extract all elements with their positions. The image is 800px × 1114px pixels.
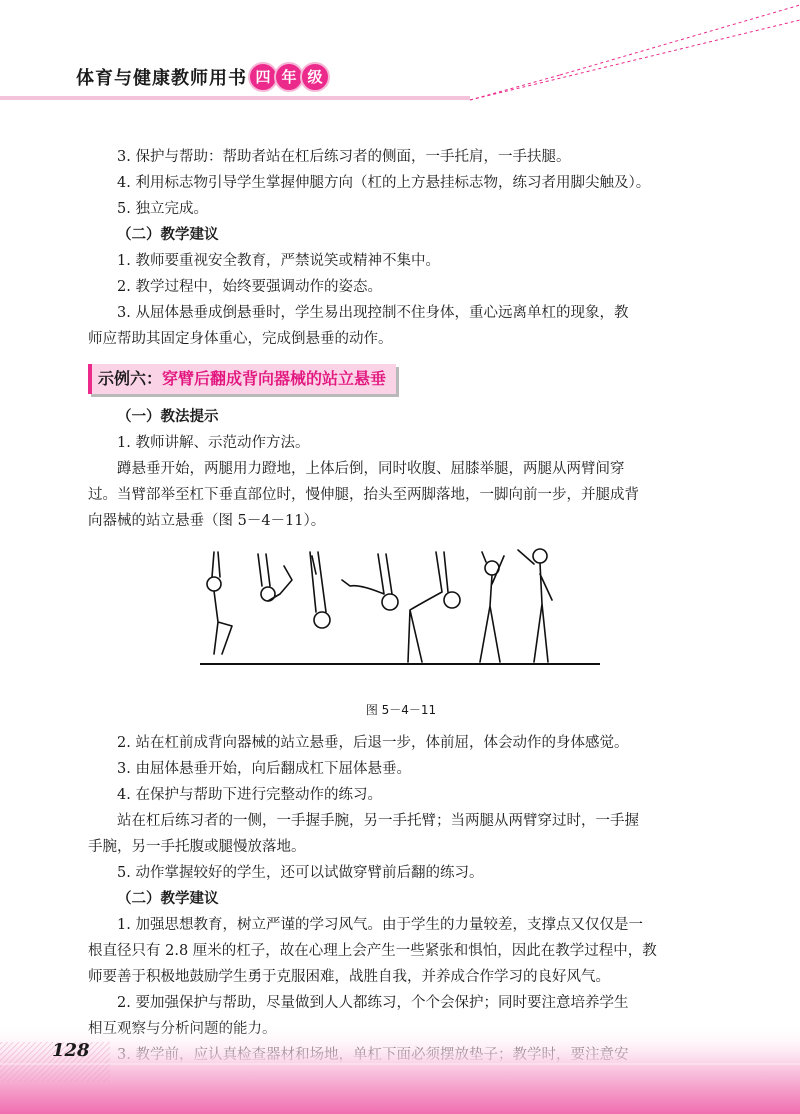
page-content — [88, 144, 714, 1068]
paragraph: 2. 站在杠前成背向器械的站立悬垂，后退一步，体前屈，体会动作的身体感觉。 — [117, 735, 629, 751]
paragraph: 根直径只有 2.8 厘米的杠子，故在心理上会产生一些紧张和惧怕，因此在教学过程中，教 — [88, 943, 657, 959]
paragraph: 2. 要加强保护与帮助，尽量做到人人都练习，个个会保护；同时要注意培养学生 — [117, 995, 629, 1011]
paragraph: 1. 教师要重视安全教育，严禁说笑或精神不集中。 — [117, 253, 440, 269]
paragraph: 站在杠后练习者的一侧，一手握手腕，另一手托臂；当两腿从两臂穿过时，一手握 — [117, 813, 639, 829]
paragraph: 过。当臂部举至杠下垂直部位时，慢伸腿，抬头至两脚落地，一脚向前一步，并腿成背 — [88, 487, 639, 503]
book-title: 体育与健康教师用书 — [76, 68, 247, 89]
paragraph: 5. 独立完成。 — [117, 201, 208, 217]
footer-decoration — [0, 1004, 800, 1114]
example-title: 穿臂后翻成背向器械的站立悬垂 — [162, 369, 387, 388]
header-decoration — [0, 0, 800, 120]
grade-char: 四 — [248, 62, 278, 92]
section-heading: （二）教学建议 — [117, 891, 219, 907]
paragraph: 手腕，另一手托腹或腿慢放落地。 — [88, 839, 306, 855]
example-heading-box — [88, 364, 396, 394]
paragraph: 5. 动作掌握较好的学生，还可以试做穿臂前后翻的练习。 — [117, 865, 484, 881]
figure-caption: 图 5－4－11 — [365, 703, 437, 717]
grade-char: 年 — [274, 62, 304, 92]
paragraph: 1. 加强思想教育，树立严谨的学习风气。由于学生的力量较差，支撑点又仅仅是一 — [117, 917, 643, 933]
paragraph: 3. 保护与帮助：帮助者站在杠后练习者的侧面，一手托肩，一手扶腿。 — [117, 149, 571, 165]
paragraph: 师应帮助其固定身体重心，完成倒悬垂的动作。 — [88, 331, 393, 347]
paragraph: 蹲悬垂开始，两腿用力蹬地，上体后倒，同时收腹、屈膝举腿，两腿从两臂间穿 — [117, 461, 625, 477]
paragraph: 向器械的站立悬垂（图 5－4－11）。 — [88, 513, 326, 529]
grade-badges — [248, 62, 326, 92]
gymnastics-figure — [88, 544, 714, 694]
paragraph: 3. 从屈体悬垂成倒悬垂时，学生易出现控制不住身体，重心远离单杠的现象，教 — [117, 305, 629, 321]
paragraph: 2. 教学过程中，始终要强调动作的姿态。 — [117, 279, 382, 295]
example-label: 示例六： — [98, 369, 163, 388]
grade-char: 级 — [300, 62, 330, 92]
paragraph: 师要善于积极地鼓励学生勇于克服困难，战胜自我，并养成合作学习的良好风气。 — [88, 969, 610, 985]
paragraph: 3. 由屈体悬垂开始，向后翻成杠下屈体悬垂。 — [117, 761, 411, 777]
paragraph: 4. 利用标志物引导学生掌握伸腿方向（杠的上方悬挂标志物，练习者用脚尖触及）。 — [117, 175, 651, 191]
section-heading: （二）教学建议 — [117, 227, 219, 243]
figure-illustration — [200, 544, 600, 670]
paragraph: 1. 教师讲解、示范动作方法。 — [117, 435, 310, 451]
paragraph: 4. 在保护与帮助下进行完整动作的练习。 — [117, 787, 382, 803]
section-heading: （一）教法提示 — [117, 409, 219, 425]
page-number: 128 — [52, 1040, 90, 1061]
